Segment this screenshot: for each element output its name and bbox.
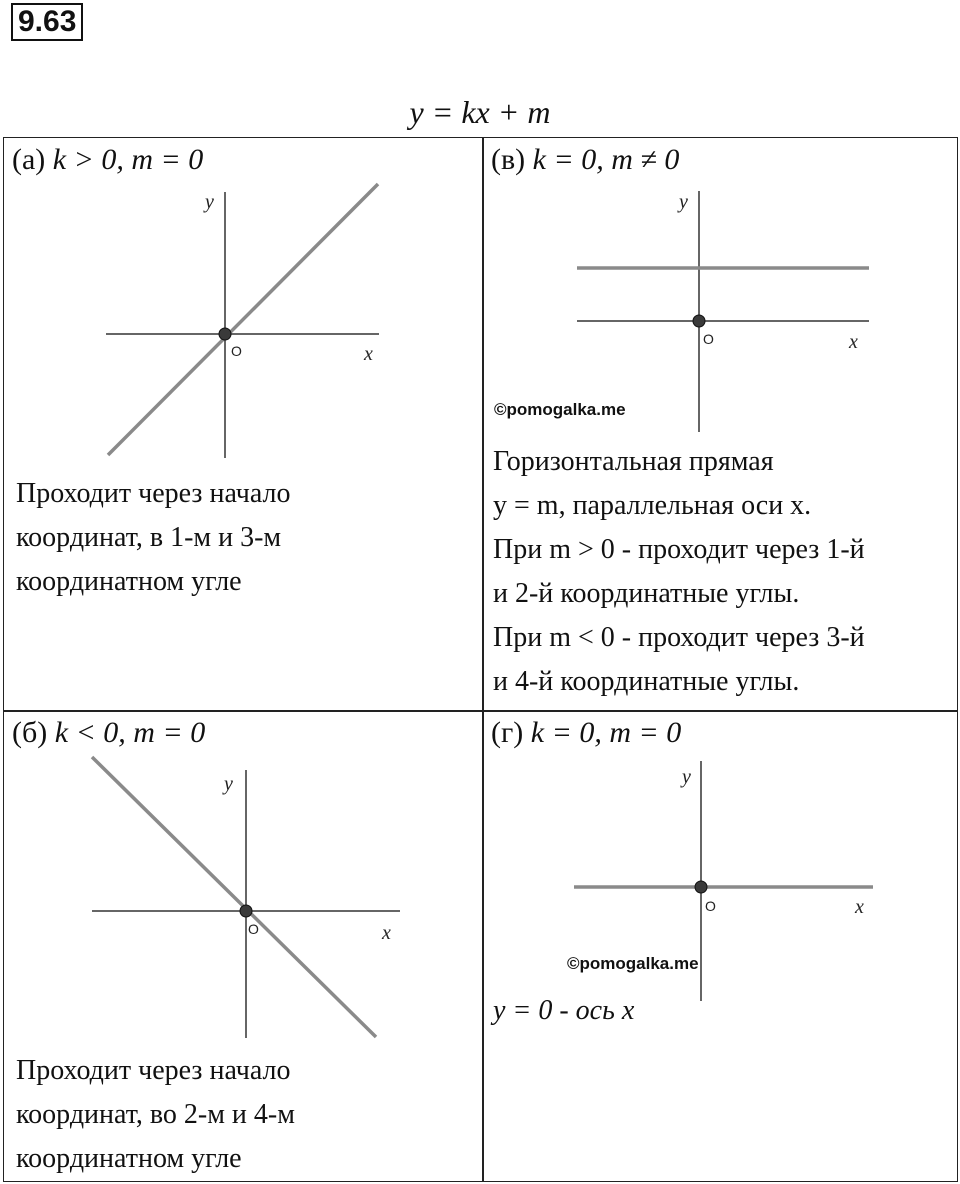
- cell-v-heading: [491, 142, 679, 178]
- origin-label: O: [703, 331, 714, 347]
- origin-label: O: [231, 343, 242, 359]
- desc-line: y = 0 - ось x: [493, 995, 635, 1026]
- cell-v-label: (в): [491, 143, 526, 176]
- cell-g-description: [493, 989, 634, 1033]
- origin-point: [219, 328, 231, 340]
- cell-a: [4, 138, 482, 710]
- cases-table: [3, 137, 958, 1182]
- desc-line: Проходит через начало: [16, 1055, 291, 1086]
- axis-x-label: x: [855, 896, 864, 918]
- cell-g-heading: [491, 715, 681, 751]
- watermark: ©pomogalka.me: [567, 954, 699, 973]
- watermark: ©pomogalka.me: [494, 400, 626, 419]
- cell-g-condition: k = 0, m = 0: [530, 716, 682, 749]
- axis-y-label: y: [682, 766, 691, 788]
- axis-y-label: y: [205, 191, 214, 213]
- axis-y-label: y: [679, 191, 688, 213]
- graph-line: [108, 184, 378, 455]
- desc-line: Проходит через начало: [16, 478, 291, 509]
- axis-x-label: x: [849, 331, 858, 353]
- cell-v-condition: k = 0, m ≠ 0: [532, 143, 680, 176]
- cell-g: [483, 711, 959, 1181]
- cell-a-label: (а): [12, 143, 46, 176]
- cell-v: [483, 138, 959, 710]
- origin-label: O: [248, 921, 259, 937]
- desc-line: При m > 0 - проходит через 1-й: [493, 534, 865, 565]
- cell-b-heading: [12, 715, 205, 751]
- origin-point: [695, 881, 707, 893]
- origin-point: [693, 315, 705, 327]
- origin-point: [240, 905, 252, 917]
- axis-x-label: x: [382, 922, 391, 944]
- cell-b-label: (б): [12, 716, 48, 749]
- cell-a-condition: k > 0, m = 0: [52, 143, 204, 176]
- cell-a-heading: [12, 142, 203, 178]
- cell-b: [4, 711, 482, 1181]
- desc-line: координат, в 1-м и 3-м: [16, 522, 282, 553]
- problem-number: 9.63: [11, 3, 83, 41]
- desc-line: координатном угле: [16, 566, 242, 597]
- cell-a-description: [16, 472, 290, 604]
- desc-line: y = m, параллельная оси x.: [493, 490, 812, 521]
- desc-line: При m < 0 - проходит через 3-й: [493, 622, 865, 653]
- desc-line: координат, во 2-м и 4-м: [16, 1099, 295, 1130]
- cell-v-description: [493, 440, 865, 704]
- cell-b-description: [16, 1049, 295, 1181]
- axis-x-label: x: [364, 343, 373, 365]
- desc-line: координатном угле: [16, 1143, 242, 1174]
- desc-line: и 4-й координатные углы.: [493, 666, 800, 697]
- desc-line: и 2-й координатные углы.: [493, 578, 800, 609]
- cell-a-graph: [104, 180, 404, 470]
- cell-b-condition: k < 0, m = 0: [54, 716, 206, 749]
- origin-label: O: [705, 898, 716, 914]
- graph-line: [92, 757, 376, 1037]
- desc-line: Горизонтальная прямая: [493, 446, 774, 477]
- cell-b-graph: [88, 754, 408, 1044]
- cell-v-graph: [573, 186, 883, 436]
- cell-g-label: (г): [491, 716, 524, 749]
- general-formula: y = kx + m: [409, 94, 551, 130]
- axis-y-label: y: [224, 773, 233, 795]
